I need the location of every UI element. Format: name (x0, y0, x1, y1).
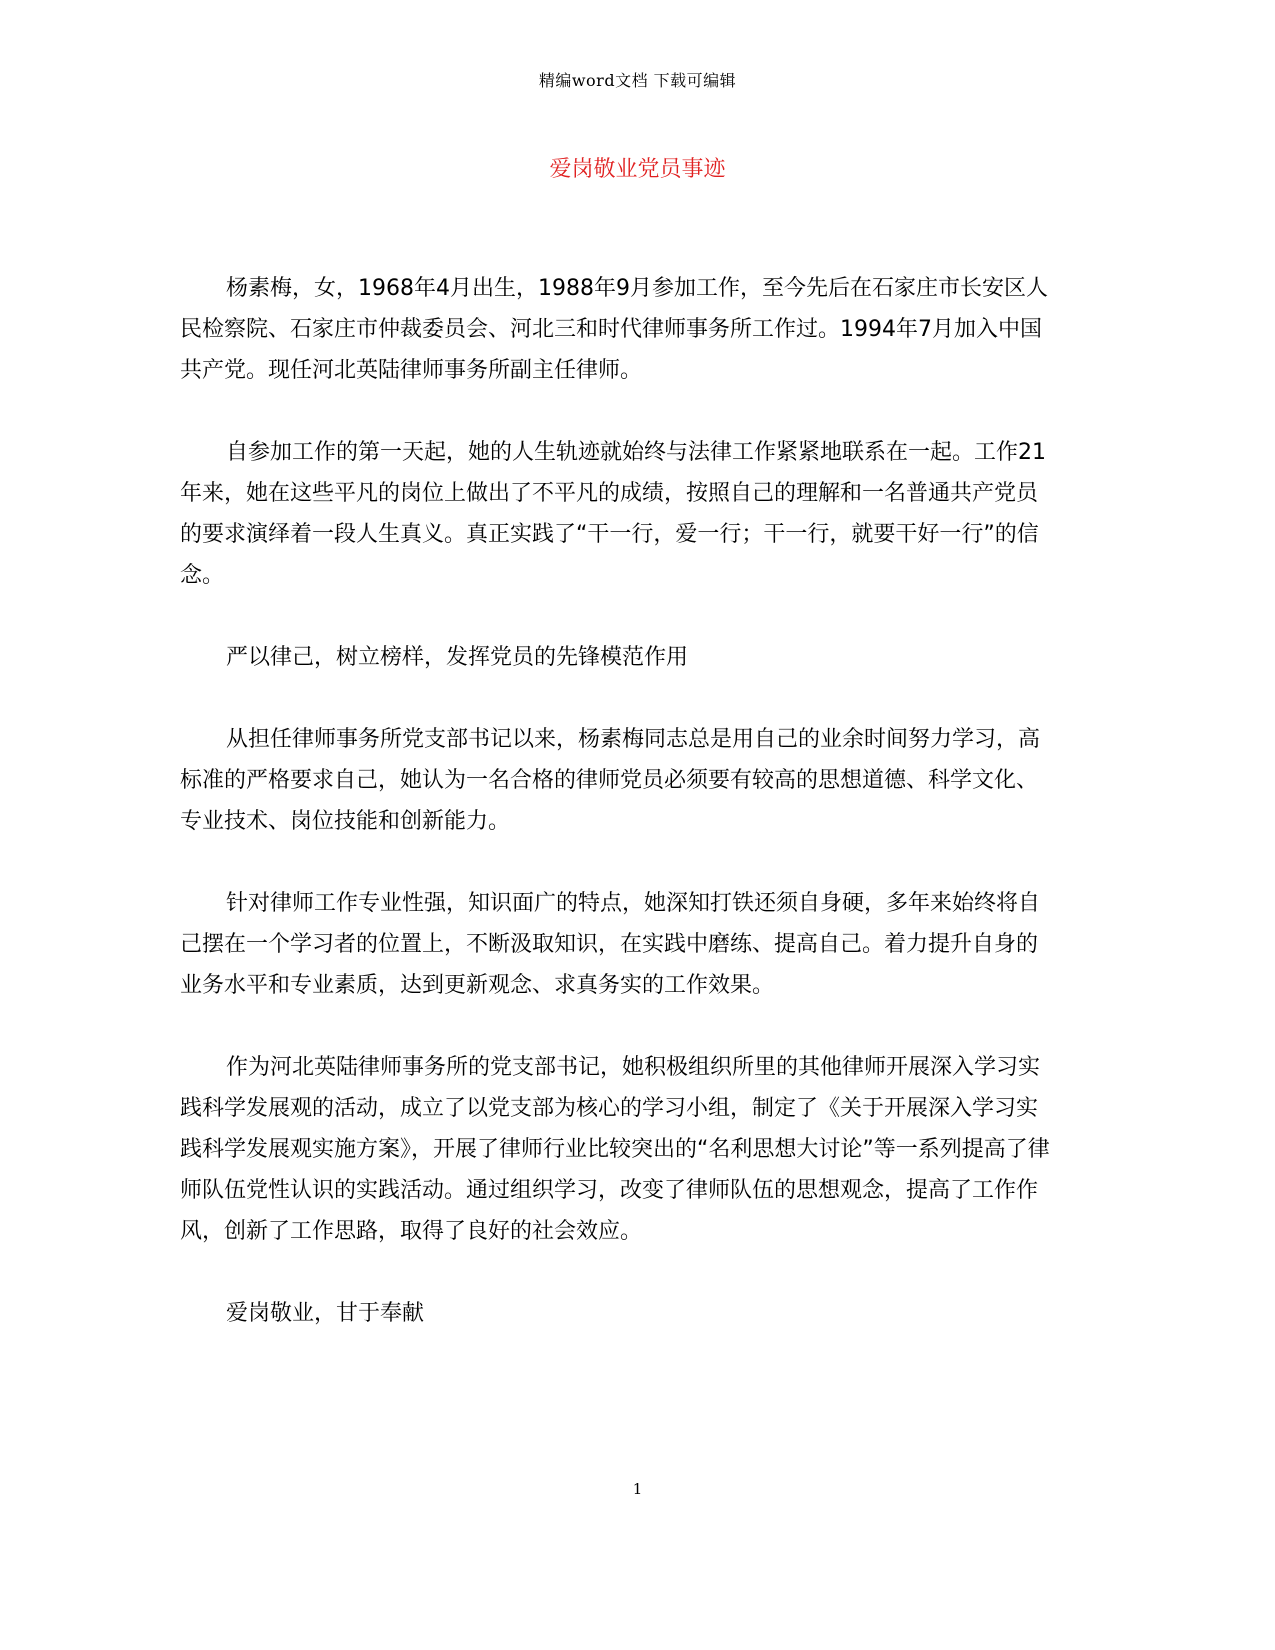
document-body (180, 268, 1050, 1375)
section-heading-2: 爱岗敬业，甘于奉献 (226, 1301, 425, 1326)
paragraph-1: 杨素梅，女，1968年4月出生，1988年9月参加工作，至今先后在石家庄市长安区人民检察院、石家庄市仲裁委员会、河北三和时代律师事务所工作过。1994年7月加入中国共产党。现任河北英陆律师事务所副主任律师。 (180, 276, 1048, 383)
paragraph-4: 针对律师工作专业性强，知识面广的特点，她深知打铁还须自身硬，多年来始终将自己摆在一个学习者的位置上，不断汲取知识，在实践中磨练、提高自己。着力提升自身的业务水平和专业素质，达到更新观念、求真务实的工作效果。 (180, 891, 1041, 998)
page-header: 精编word文档 下载可编辑 (538, 71, 737, 90)
document-title: 爱岗敬业党员事迹 (549, 157, 726, 182)
section-heading-1: 严以律己，树立榜样，发挥党员的先锋模范作用 (226, 645, 689, 670)
paragraph-2: 自参加工作的第一天起，她的人生轨迹就始终与法律工作紧紧地联系在一起。工作21年来，她在这些平凡的岗位上做出了不平凡的成绩，按照自己的理解和一名普通共产党员的要求演绎着一段人生真义。真正实践了“干一行，爱一行；干一行，就要干好一行”的信念。 (180, 440, 1046, 588)
paragraph-3: 从担任律师事务所党支部书记以来，杨素梅同志总是用自己的业余时间努力学习，高标准的严格要求自己，她认为一名合格的律师党员必须要有较高的思想道德、科学文化、专业技术、岗位技能和创新能力。 (180, 727, 1041, 834)
paragraph-5: 作为河北英陆律师事务所的党支部书记，她积极组织所里的其他律师开展深入学习实践科学发展观的活动，成立了以党支部为核心的学习小组，制定了《关于开展深入学习实践科学发展观实施方案》，开展了律师行业比较突出的“名利思想大讨论”等一系列提高了律师队伍党性认识的实践活动。通过组织学习，改变了律师队伍的思想观念，提高了工作作风，创新了工作思路，取得了良好的社会效应。 (180, 1055, 1050, 1244)
page-number: 1 (632, 1480, 643, 1498)
